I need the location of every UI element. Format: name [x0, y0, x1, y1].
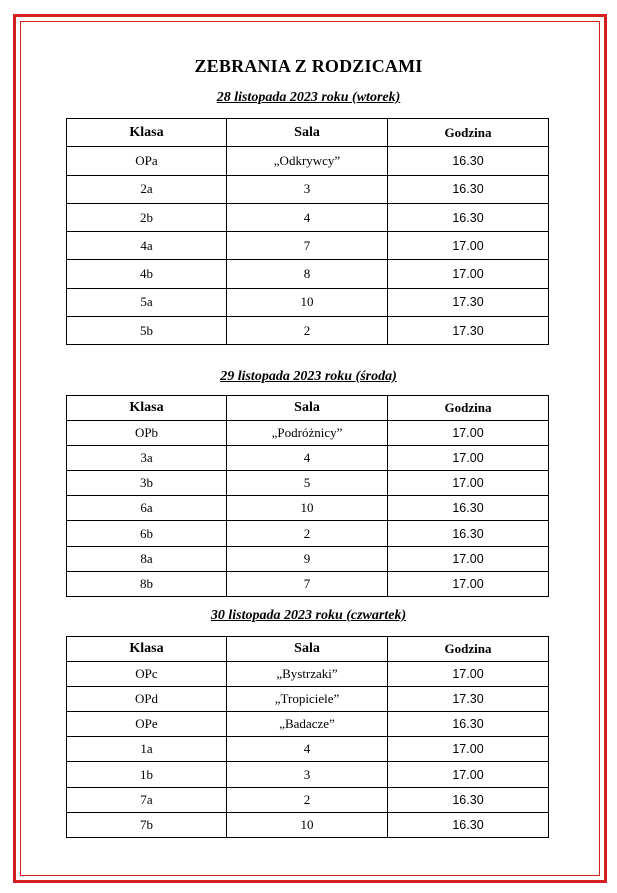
cell-klasa: OPc — [67, 662, 227, 687]
table-row — [67, 521, 549, 546]
page-title: ZEBRANIA Z RODZICAMI — [194, 56, 423, 76]
cell-godzina: 17.00 — [388, 446, 549, 471]
cell-sala: 5 — [227, 471, 388, 496]
cell-klasa: 5a — [67, 288, 227, 316]
cell-sala: 2 — [227, 317, 388, 345]
cell-klasa: 5b — [67, 317, 227, 345]
cell-klasa: 3a — [67, 446, 227, 471]
table-header-row — [67, 119, 549, 147]
cell-sala: 4 — [227, 737, 388, 762]
table-row — [67, 232, 549, 260]
cell-godzina: 17.00 — [388, 232, 549, 260]
table-row — [67, 446, 549, 471]
cell-godzina: 17.00 — [388, 737, 549, 762]
section-date-1: 28 listopada 2023 roku (wtorek) — [216, 90, 401, 105]
cell-godzina: 17.00 — [388, 546, 549, 571]
cell-klasa: 1a — [67, 737, 227, 762]
cell-godzina: 17.30 — [388, 687, 549, 712]
table-header-row — [67, 637, 549, 662]
cell-godzina: 17.00 — [388, 471, 549, 496]
cell-sala: 4 — [227, 446, 388, 471]
cell-godzina: 17.00 — [388, 662, 549, 687]
table-row — [67, 496, 549, 521]
table-row — [67, 687, 549, 712]
table-row — [67, 762, 549, 787]
cell-godzina: 17.00 — [388, 571, 549, 596]
cell-sala: 7 — [227, 571, 388, 596]
cell-sala: 8 — [227, 260, 388, 288]
cell-godzina: 17.00 — [388, 260, 549, 288]
cell-klasa: 4b — [67, 260, 227, 288]
cell-godzina: 17.30 — [388, 288, 549, 316]
schedule-table-1 — [66, 118, 549, 345]
table-row — [67, 421, 549, 446]
cell-sala: 3 — [227, 762, 388, 787]
cell-sala: „Odkrywcy” — [227, 147, 388, 175]
table-row — [67, 737, 549, 762]
cell-klasa: OPb — [67, 421, 227, 446]
header-sala: Sala — [227, 396, 388, 421]
cell-sala: 4 — [227, 203, 388, 231]
table-row — [67, 546, 549, 571]
cell-godzina: 16.30 — [388, 787, 549, 812]
header-godzina: Godzina — [388, 637, 549, 662]
cell-godzina: 16.30 — [388, 203, 549, 231]
cell-sala: „Podróżnicy” — [227, 421, 388, 446]
cell-klasa: 8b — [67, 571, 227, 596]
table-row — [67, 147, 549, 175]
table-row — [67, 288, 549, 316]
cell-sala: 2 — [227, 521, 388, 546]
cell-sala: 3 — [227, 175, 388, 203]
schedule-table-3 — [66, 636, 549, 838]
cell-godzina: 17.00 — [388, 421, 549, 446]
schedule-table-2 — [66, 395, 549, 597]
header-klasa: Klasa — [67, 396, 227, 421]
table-row — [67, 812, 549, 837]
table-row — [67, 787, 549, 812]
table-row — [67, 471, 549, 496]
table-header-row — [67, 396, 549, 421]
cell-godzina: 16.30 — [388, 521, 549, 546]
table-row — [67, 662, 549, 687]
cell-godzina: 16.30 — [388, 175, 549, 203]
cell-sala: „Bystrzaki” — [227, 662, 388, 687]
cell-klasa: 7b — [67, 812, 227, 837]
header-sala: Sala — [227, 637, 388, 662]
cell-godzina: 16.30 — [388, 147, 549, 175]
cell-klasa: OPe — [67, 712, 227, 737]
table-row — [67, 175, 549, 203]
table-row — [67, 712, 549, 737]
header-godzina: Godzina — [388, 396, 549, 421]
header-klasa: Klasa — [67, 637, 227, 662]
cell-godzina: 16.30 — [388, 812, 549, 837]
section-date-2: 29 listopada 2023 roku (środa) — [220, 369, 397, 384]
cell-godzina: 17.00 — [388, 762, 549, 787]
cell-klasa: 4a — [67, 232, 227, 260]
table-row — [67, 317, 549, 345]
cell-klasa: 3b — [67, 471, 227, 496]
cell-sala: 10 — [227, 496, 388, 521]
cell-sala: 10 — [227, 812, 388, 837]
cell-sala: 7 — [227, 232, 388, 260]
cell-sala: 10 — [227, 288, 388, 316]
cell-klasa: 6a — [67, 496, 227, 521]
section-date-3: 30 listopada 2023 roku (czwartek) — [210, 608, 407, 623]
cell-klasa: 1b — [67, 762, 227, 787]
cell-klasa: 8a — [67, 546, 227, 571]
cell-godzina: 17.30 — [388, 317, 549, 345]
table-row — [67, 203, 549, 231]
header-godzina: Godzina — [388, 119, 549, 147]
header-klasa: Klasa — [67, 119, 227, 147]
table-row — [67, 260, 549, 288]
table-row — [67, 571, 549, 596]
cell-godzina: 16.30 — [388, 712, 549, 737]
cell-klasa: 6b — [67, 521, 227, 546]
cell-sala: 2 — [227, 787, 388, 812]
cell-sala: 9 — [227, 546, 388, 571]
cell-klasa: 2a — [67, 175, 227, 203]
cell-godzina: 16.30 — [388, 496, 549, 521]
cell-klasa: 7a — [67, 787, 227, 812]
cell-klasa: OPa — [67, 147, 227, 175]
cell-sala: „Tropiciele” — [227, 687, 388, 712]
cell-klasa: 2b — [67, 203, 227, 231]
header-sala: Sala — [227, 119, 388, 147]
cell-sala: „Badacze” — [227, 712, 388, 737]
cell-klasa: OPd — [67, 687, 227, 712]
